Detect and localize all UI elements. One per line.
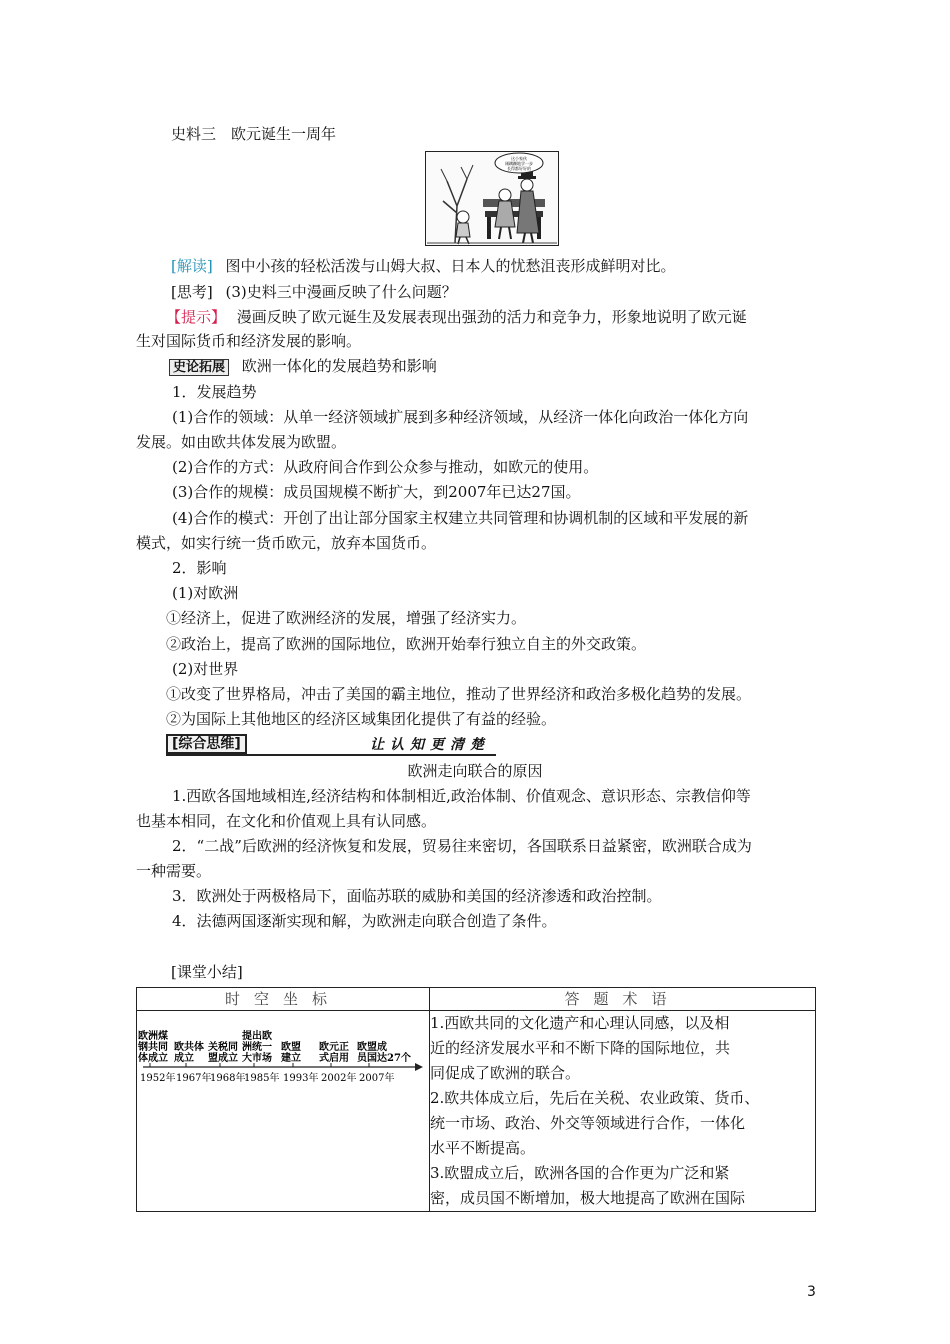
- hint-text-1: 漫画反映了欧元诞生及发展表现出强劲的活力和竞争力，形象地说明了欧元诞: [236, 308, 747, 326]
- timeline-event-label: 式启用: [319, 1053, 349, 1064]
- syn-line-2: 2．“二战”后欧洲的经济恢复和发展，贸易往来密切，各国联系日益紧密，欧洲联合成为: [172, 837, 752, 855]
- synthesis-slogan: 让认知更清楚: [370, 737, 490, 753]
- term-line: 1.西欧共同的文化遗产和心理认同感，以及相: [430, 1014, 730, 1032]
- timeline-event-label: 提出欧: [242, 1031, 272, 1042]
- speech-line-3: 长得都好好的: [507, 166, 531, 171]
- ext-line-8: (1)对欧洲: [172, 584, 239, 602]
- timeline-event-label: 洲统一: [242, 1042, 272, 1053]
- timeline-year-label: 2002年: [321, 1073, 357, 1084]
- timeline-year-label: 2007年: [359, 1073, 395, 1084]
- timeline-event-label: 钢共同: [138, 1042, 168, 1053]
- timeline-event-label: 体成立: [138, 1053, 168, 1064]
- think-tag: [思考]: [171, 283, 213, 301]
- ext-line-3: (2)合作的方式：从政府间合作到公众参与推动，如欧元的使用。: [172, 458, 599, 476]
- summary-tag: [课堂小结]: [171, 963, 243, 981]
- think: [171, 282, 457, 302]
- timeline-year-label: 1985年: [244, 1073, 280, 1084]
- syn-line-4: 3．欧洲处于两极格局下，面临苏联的威胁和美国的经济渗透和政治控制。: [172, 887, 662, 905]
- syn-line-5: 4．法德两国逐渐实现和解，为欧洲走向联合创造了条件。: [172, 912, 557, 930]
- ext-line-11: (2)对世界: [172, 660, 239, 678]
- timeline-event-label: 盟成立: [208, 1053, 238, 1064]
- timeline-year-label: 1993年: [283, 1073, 319, 1084]
- term-line: 同促成了欧洲的联合。: [430, 1064, 581, 1082]
- terms-cell: [430, 1011, 816, 1212]
- speech-line-2: 刚蹒跚地学一步: [505, 161, 533, 166]
- extension-tag: 史论拓展: [169, 359, 229, 376]
- ext-line-13: ②为国际上其他地区的经济区域集团化提供了有益的经验。: [166, 710, 557, 728]
- synthesis-title: 欧洲走向联合的原因: [407, 762, 543, 780]
- timeline-cell: [137, 1011, 430, 1212]
- syn-line-1: 也基本相同，在文化和价值观上具有认同感。: [136, 812, 437, 830]
- timeline-arrow-icon: [415, 1063, 423, 1071]
- term-line: 密，成员国不断增加，极大地提高了欧洲在国际: [430, 1189, 746, 1207]
- timeline-event-label: 欧洲煤: [138, 1031, 168, 1042]
- timeline-year-label: 1968年: [210, 1073, 246, 1084]
- interpretation: [171, 256, 676, 276]
- term-line: 统一市场、政治、外交等领域进行合作，一体化: [430, 1114, 746, 1132]
- ext-line-5: (4)合作的模式：开创了出让部分国家主权建立共同管理和协调机制的区域和平发展的新: [172, 509, 749, 527]
- hint-line-2: 生对国际货币和经济发展的影响。: [136, 332, 362, 350]
- ext-line-7: 2．影响: [172, 559, 227, 577]
- timeline-event-label: 大市场: [242, 1053, 272, 1064]
- ext-line-1: (1)合作的领域：从单一经济领域扩展到多种经济领域，从经济一体化向政治一体化方向: [172, 408, 749, 426]
- col-left-header: 时空坐标: [137, 988, 430, 1011]
- think-text: (3)史料三中漫画反映了什么问题？: [225, 283, 457, 301]
- ext-line-10: ②政治上，提高了欧洲的国际地位，欧洲开始奉行独立自主的外交政策。: [166, 635, 647, 653]
- interpretation-tag: [解读]: [171, 257, 213, 275]
- extension-title: 欧洲一体化的发展趋势和影响: [241, 357, 437, 375]
- ext-line-12: ①改变了世界格局，冲击了美国的霸主地位，推动了世界经济和政治多极化趋势的发展。: [166, 685, 752, 703]
- timeline-year-label: 1967年: [176, 1073, 212, 1084]
- speech-line-1: 这小家伙: [511, 156, 527, 161]
- ext-line-0: 1．发展趋势: [172, 383, 257, 401]
- page-number: 3: [807, 1284, 816, 1300]
- summary-table: [136, 987, 816, 1212]
- term-line: 3.欧盟成立后，欧洲各国的合作更为广泛和紧: [430, 1164, 730, 1182]
- timeline-year-label: 1952年: [140, 1073, 176, 1084]
- cartoon-image: [425, 151, 559, 246]
- extension-heading: [169, 356, 437, 378]
- timeline-event-label: 建立: [281, 1053, 301, 1064]
- hint-line-1: [166, 307, 747, 327]
- ext-line-4: (3)合作的规模：成员国规模不断扩大，到2007年已达27国。: [172, 483, 581, 501]
- syn-line-0: 1.西欧各国地域相连,经济结构和体制相近,政治体制、价值观念、意识形态、宗教信仰等: [172, 787, 751, 805]
- timeline-event-label: 欧元正: [319, 1042, 349, 1053]
- term-line: 近的经济发展水平和不断下降的国际地位，共: [430, 1039, 731, 1057]
- term-line: 水平不断提高。: [430, 1139, 536, 1157]
- source-heading: 史料三 欧元诞生一周年: [171, 125, 337, 143]
- interpretation-text: 图中小孩的轻松活泼与山姆大叔、日本人的忧愁沮丧形成鲜明对比。: [225, 257, 676, 275]
- timeline-event-label: 欧共体: [174, 1042, 204, 1053]
- term-line: 2.欧共体成立后，先后在关税、农业政策、货币、: [430, 1089, 760, 1107]
- timeline-event-label: 关税同: [208, 1042, 238, 1053]
- timeline-event-label: 欧盟成: [357, 1042, 387, 1053]
- timeline-event-label: 员国达27个: [357, 1053, 411, 1064]
- synthesis-header: [166, 734, 496, 756]
- ext-line-6: 模式，如实行统一货币欧元，放弃本国货币。: [136, 534, 437, 552]
- timeline: [137, 1011, 427, 1091]
- ext-line-9: ①经济上，促进了欧洲经济的发展，增强了经济实力。: [166, 609, 527, 627]
- hint-tag: 【提示】: [166, 308, 227, 326]
- timeline-event-label: 欧盟: [281, 1042, 301, 1053]
- synthesis-tag: [综合思维]: [166, 734, 247, 754]
- col-right-header: 答题术语: [430, 988, 816, 1011]
- timeline-event-label: 成立: [174, 1053, 194, 1064]
- ext-line-2: 发展。如由欧共体发展为欧盟。: [136, 433, 347, 451]
- syn-line-3: 一种需要。: [136, 862, 212, 880]
